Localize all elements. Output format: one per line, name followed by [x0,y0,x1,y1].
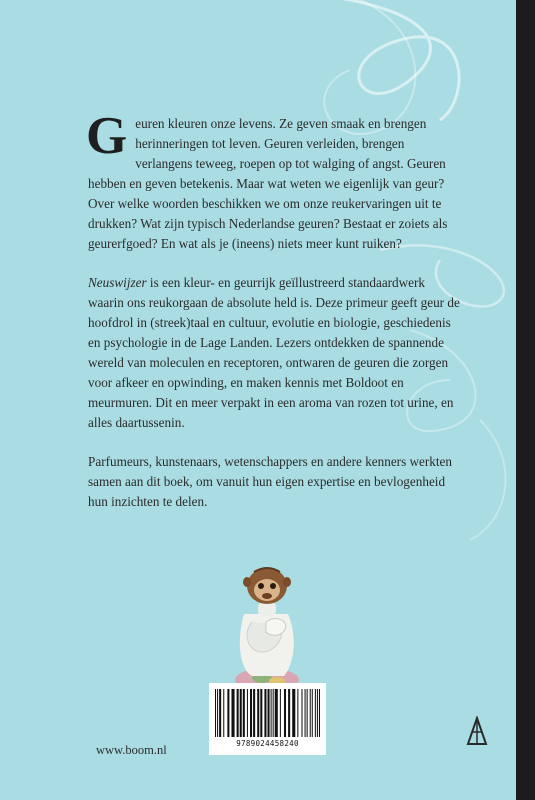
barcode-bar [253,689,255,737]
barcode-bar [315,689,316,737]
barcode-bar [223,689,224,737]
barcode-bar [215,689,216,737]
barcode-bar [280,689,281,737]
barcode-bar [264,689,266,737]
book-title: Neuswijzer [88,275,147,290]
barcode-bar [257,689,259,737]
barcode-bar [268,689,270,737]
barcode-bar [227,689,229,737]
barcode-bar [317,689,318,737]
barcode-bar [307,689,308,737]
spine-edge [516,0,535,800]
barcode-bar [310,689,311,737]
barcode-bars [215,689,320,737]
blurb-paragraph-3: Parfumeurs, kunstenaars, wetenschappers en andere kenners werkten samen aan dit boek, om vanuit hun eigen expertise en bevlogenheid hun inzichten te delen. [88,454,452,509]
barcode-bar [312,689,313,737]
barcode-bar [217,689,218,737]
barcode-bar [231,689,234,737]
blurb-paragraph-2 [88,273,460,433]
barcode-bar [219,689,221,737]
barcode-bar [247,689,248,737]
boom-logo-mark-icon [466,716,488,746]
barcode-bar [305,689,306,737]
blurb [86,107,460,512]
blurb-paragraph-2-text: is een kleur- en geurrijk geïllustreerd standaardwerk waarin ons reukorgaan de absolute held is. Deze primeur geeft geur de hoofdrol in (streek)taal en cultuur, evolutie en biologie, geschiedenis en psychologie in de Lage Landen. Lezers ontdekken de spannende wereld van moleculen en receptoren, ontwaren de geuren die zorgen voor afkeer en opwinding, en maken kennis met Boldoot en meurmuren. Dit en meer verpakt in een aroma van rozen tot urine, en alles daartussenin. [88,275,460,430]
barcode-bar [240,689,242,737]
barcode [209,683,326,755]
barcode-bar [271,689,272,737]
publisher-website: www.boom.nl [96,743,167,757]
barcode-bar [260,689,262,737]
barcode-bar [243,689,245,737]
barcode-bar [292,689,295,737]
porcelain-monkey-figurine-icon [222,552,312,692]
barcode-bar [237,689,239,737]
barcode-bar [297,689,298,737]
barcode-bar [288,689,290,737]
barcode-bar [273,689,274,737]
barcode-bar [250,689,252,737]
dropcap: G [86,107,128,165]
barcode-bar [284,689,286,737]
isbn-number: 9789024458240 [236,739,299,748]
barcode-bar [301,689,302,737]
blurb-paragraph-1 [86,107,460,254]
blurb-paragraph-1-text: euren kleuren onze levens. Ze geven smaak en brengen herinneringen tot leven. Geuren verleiden, brengen verlangens teweeg, roepen op tot walging of angst. Geuren hebben en geven betekenis. Maar wat weten we eigenlijk van geur? Over welke woorden beschikken we om onze reukervaringen uit te drukken? Wat zijn typisch Nederlandse geuren? Bestaat er zoiets als geurerfgoed? En wat als je (ineens) niets meer kunt ruiken? [88,116,448,251]
barcode-bar [319,689,320,737]
barcode-bar [275,689,278,737]
